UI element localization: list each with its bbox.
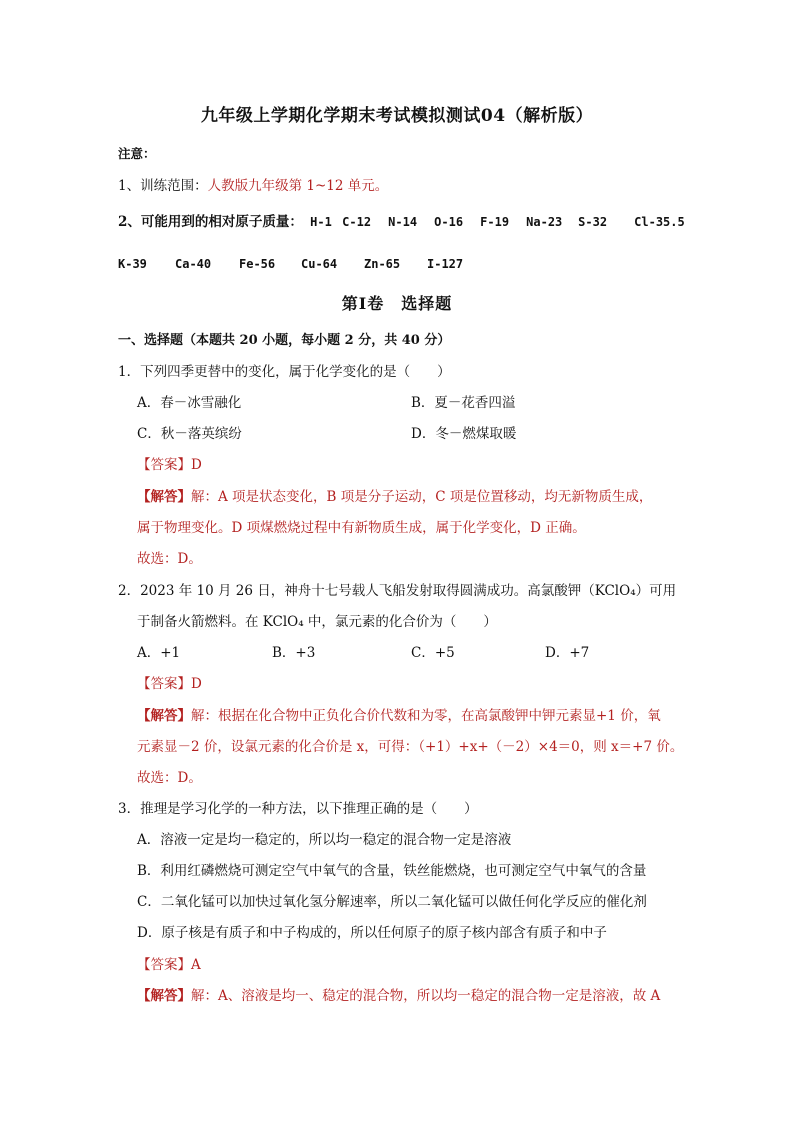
question-2-option-a: A．+1 [137, 645, 181, 661]
mass-item: K-39 [118, 257, 147, 271]
answer-value: A [191, 957, 201, 973]
analysis-label: 【解答】 [137, 708, 191, 724]
question-1-analysis-line-2: 属于物理变化。D 项煤燃烧过程中有新物质生成，属于化学变化，D 正确。 [137, 520, 586, 536]
note-masses-prefix: 2、可能用到的相对原子质量： [118, 214, 303, 230]
answer-value: D [191, 676, 202, 692]
analysis-label: 【解答】 [137, 489, 191, 505]
question-3-option-c: C．二氧化锰可以加快过氧化氢分解速率，所以二氧化锰可以做任何化学反应的催化剂 [137, 894, 647, 910]
mass-item: Cl-35.5 [634, 215, 685, 229]
question-1-answer [137, 455, 202, 475]
answer-label: 【答案】 [137, 957, 191, 973]
question-2-option-d: D．+7 [545, 645, 590, 661]
part-heading: 一、选择题（本题共 20 小题，每小题 2 分，共 40 分） [118, 333, 451, 348]
question-2-option-b: B．+3 [272, 645, 316, 661]
answer-value: D [191, 457, 202, 473]
analysis-text: 解：A 项是状态变化，B 项是分子运动，C 项是位置移动，均无新物质生成， [191, 489, 653, 505]
page-title: 九年级上学期化学期末考试模拟测试04（解析版） [200, 106, 594, 126]
mass-item: N-14 [388, 215, 418, 229]
mass-item: C-12 [342, 215, 372, 229]
question-1-option-a: A．春－冰雪融化 [137, 395, 242, 411]
question-1-option-d: D．冬－燃煤取暖 [411, 426, 517, 442]
mass-item: O-16 [434, 215, 464, 229]
question-2-stem-line-2: 于制备火箭燃料。在 KClO₄ 中，氯元素的化合价为（ ） [137, 614, 497, 630]
answer-label: 【答案】 [137, 676, 191, 692]
question-1-option-b: B．夏－花香四溢 [411, 395, 516, 411]
question-2-answer [137, 674, 202, 694]
note-scope [118, 176, 388, 196]
question-2-analysis-line-1 [137, 706, 661, 726]
question-2-stem-line-1: 2．2023 年 10 月 26 日，神舟十七号载人飞船发射取得圆满成功。高氯酸钾（KClO₄）可用 [118, 583, 677, 599]
question-3-analysis-line-1 [137, 986, 660, 1006]
question-2-option-c: C．+5 [411, 645, 455, 661]
question-2-conclusion: 故选：D。 [137, 770, 202, 786]
question-3-answer [137, 955, 201, 975]
notice-label: 注意： [118, 146, 156, 161]
analysis-text: 解：A、溶液是均一、稳定的混合物，所以均一稳定的混合物一定是溶液，故 A [191, 988, 661, 1004]
mass-item: H-1 [310, 215, 332, 229]
analysis-label: 【解答】 [137, 988, 191, 1004]
question-2-analysis-line-2: 元素显－2 价，设氯元素的化合价是 x，可得：（+1）+x+（－2）×4＝0，则 x＝+7 价。 [137, 739, 684, 755]
mass-item: Fe-56 [239, 257, 276, 271]
question-1-stem: 1．下列四季更替中的变化，属于化学变化的是（ ） [118, 364, 451, 380]
mass-item: Cu-64 [301, 257, 338, 271]
mass-item: I-127 [427, 257, 464, 271]
question-3-option-b: B．利用红磷燃烧可测定空气中氧气的含量，铁丝能燃烧，也可测定空气中氧气的含量 [137, 863, 647, 879]
question-3-stem: 3．推理是学习化学的一种方法，以下推理正确的是（ ） [118, 801, 478, 817]
mass-item: S-32 [578, 215, 608, 229]
mass-item: Zn-65 [364, 257, 401, 271]
note-masses [118, 212, 685, 232]
question-1-option-c: C．秋－落英缤纷 [137, 426, 242, 442]
mass-item: F-19 [480, 215, 510, 229]
mass-item: Ca-40 [175, 257, 212, 271]
section-title: 第Ⅰ卷 选择题 [341, 294, 453, 313]
mass-item: Na-23 [526, 215, 563, 229]
note-scope-text: 人教版九年级第 1~12 单元。 [207, 178, 389, 194]
analysis-text: 解：根据在化合物中正负化合价代数和为零，在高氯酸钾中钾元素显+1 价，氧 [191, 708, 661, 724]
question-1-conclusion: 故选：D。 [137, 551, 202, 567]
answer-label: 【答案】 [137, 457, 191, 473]
question-1-analysis-line-1 [137, 487, 652, 507]
question-3-option-a: A．溶液一定是均一稳定的，所以均一稳定的混合物一定是溶液 [137, 832, 512, 848]
note-masses-line2 [118, 254, 463, 274]
note-scope-prefix: 1、训练范围： [118, 178, 208, 194]
question-3-option-d: D．原子核是有质子和中子构成的，所以任何原子的原子核内部含有质子和中子 [137, 925, 607, 941]
